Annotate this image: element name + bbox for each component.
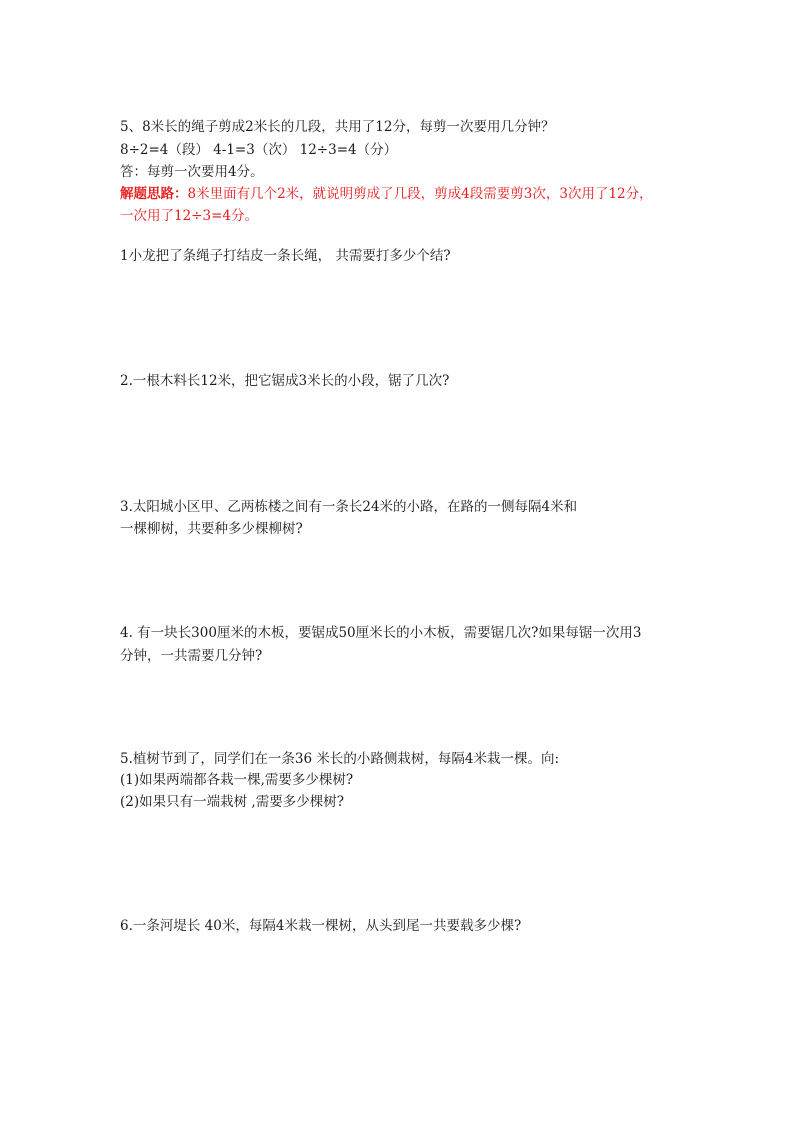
example-solution-line-1	[120, 184, 653, 204]
question-4-line-1: 4. 有一块长300厘米的木板，要锯成50厘米长的小木板，需要锯几次?如果每锯一次用3	[120, 625, 642, 641]
question-3-line-1: 3.太阳城小区甲、乙两栋楼之间有一条长24米的小路，在路的一侧每隔4米和	[120, 499, 578, 515]
question-5-line-1: 5.植树节到了，同学们在一条36 米长的小路侧栽树，每隔4米栽一棵。向:	[120, 751, 559, 767]
question-5-line-3: (2)如果只有一端栽树 ,需要多少棵树?	[120, 794, 344, 810]
question-4-line-2: 分钟，一共需要几分钟?	[120, 648, 263, 664]
question-3-line-2: 一棵柳树，共要种多少棵柳树?	[120, 521, 303, 537]
example-question: 5、8米长的绳子剪成2米长的几段，共用了12分，每剪一次要用几分钟？	[120, 119, 555, 135]
solution-text-1: 8米里面有几个2米，就说明剪成了几段，剪成4段需要剪3次，3次用了12分，	[187, 186, 653, 202]
question-1: 1小龙把了条绳子打结皮一条长绳， 共需要打多少个结?	[120, 248, 451, 264]
solution-label: 解题思路：	[120, 186, 188, 202]
example-calculation: 8÷2=4（段） 4-1=3（次） 12÷3=4（分）	[120, 142, 398, 158]
question-6: 6.一条河堤长 40米，每隔4米栽一棵树，从头到尾一共要载多少棵?	[120, 918, 522, 934]
question-2: 2.一根木料长12米，把它锯成3米长的小段，锯了几次?	[120, 373, 450, 389]
example-answer: 答：每剪一次要用4分。	[120, 164, 264, 180]
example-solution-line-2: 一次用了12÷3=4分。	[120, 208, 258, 224]
question-5-line-2: (1)如果两端都各栽一棵,需要多少棵树?	[120, 772, 354, 788]
